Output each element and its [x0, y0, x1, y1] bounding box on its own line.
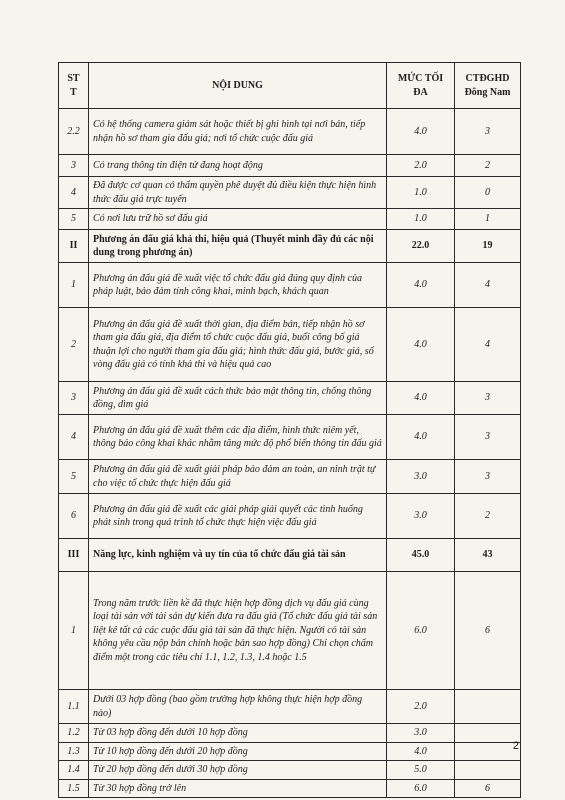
row-content: Phương án đấu giá đề xuất việc tổ chức đấu giá đúng quy định của pháp luật, bảo đảm tính công khai, minh bạch, khách quan [89, 263, 387, 308]
row-max-score: 3.0 [387, 494, 455, 539]
row-company-score: 6 [455, 572, 521, 690]
row-content: Dưới 03 hợp đồng (bao gồm trường hợp không thực hiện hợp đồng nào) [89, 690, 387, 724]
row-stt: 1.3 [59, 742, 89, 761]
row-stt: 1 [59, 263, 89, 308]
row-max-score: 3.0 [387, 460, 455, 494]
row-company-score: 1 [455, 209, 521, 230]
page-number: 2 [512, 740, 519, 752]
row-company-score: 3 [455, 382, 521, 415]
row-stt: 1.4 [59, 761, 89, 780]
row-company-score: 4 [455, 263, 521, 308]
table-row [59, 177, 521, 209]
table-row [59, 230, 521, 263]
scoring-table [58, 62, 521, 798]
row-max-score: 4.0 [387, 308, 455, 382]
table-row [59, 263, 521, 308]
row-max-score: 6.0 [387, 572, 455, 690]
table-row [59, 779, 521, 798]
row-stt: 4 [59, 415, 89, 460]
row-content: Phương án đấu giá đề xuất thêm các địa điểm, hình thức niêm yết, thông báo công khai khác nhằm tăng mức độ phổ biến thông tin đấu giá [89, 415, 387, 460]
row-company-score [455, 690, 521, 724]
table-row [59, 382, 521, 415]
row-company-score: 43 [455, 539, 521, 572]
row-stt: 3 [59, 382, 89, 415]
row-max-score: 2.0 [387, 690, 455, 724]
row-content: Phương án đấu giá đề xuất các giải pháp giải quyết các tình huống phát sinh trong quá trình tổ chức thực hiện việc đấu giá [89, 494, 387, 539]
row-max-score: 1.0 [387, 177, 455, 209]
table-row [59, 742, 521, 761]
row-max-score: 4.0 [387, 263, 455, 308]
header-company: CTĐGHD Đông Nam [455, 63, 521, 109]
row-content: Phương án đấu giá đề xuất giải pháp bảo đảm an toàn, an ninh trật tự cho việc tổ chức thực hiện đấu giá [89, 460, 387, 494]
table-header-row [59, 63, 521, 109]
row-company-score [455, 724, 521, 743]
row-max-score: 4.0 [387, 382, 455, 415]
table-row [59, 539, 521, 572]
row-content: Có trang thông tin điện tử đang hoạt động [89, 155, 387, 177]
row-content: Từ 30 hợp đồng trở lên [89, 779, 387, 798]
row-stt: 5 [59, 209, 89, 230]
row-max-score: 1.0 [387, 209, 455, 230]
row-stt: 1.5 [59, 779, 89, 798]
row-company-score: 3 [455, 460, 521, 494]
row-company-score: 2 [455, 494, 521, 539]
table-row [59, 209, 521, 230]
row-max-score: 3.0 [387, 724, 455, 743]
row-stt: II [59, 230, 89, 263]
row-stt: 1 [59, 572, 89, 690]
table-row [59, 494, 521, 539]
row-stt: 4 [59, 177, 89, 209]
table-row [59, 572, 521, 690]
row-company-score: 4 [455, 308, 521, 382]
row-max-score: 4.0 [387, 415, 455, 460]
row-content: Từ 03 hợp đồng đến dưới 10 hợp đồng [89, 724, 387, 743]
row-company-score: 6 [455, 779, 521, 798]
header-content: NỘI DUNG [89, 63, 387, 109]
row-stt: 2.2 [59, 109, 89, 155]
table-row [59, 109, 521, 155]
row-content: Có hệ thống camera giám sát hoặc thiết bị ghi hình tại nơi bán, tiếp nhận hồ sơ tham gia đấu giá; nơi tổ chức cuộc đấu giá [89, 109, 387, 155]
row-content: Từ 20 hợp đồng đến dưới 30 hợp đồng [89, 761, 387, 780]
row-stt: 1.1 [59, 690, 89, 724]
row-content: Đã được cơ quan có thẩm quyền phê duyệt đủ điều kiện thực hiện hình thức đấu giá trực tuyến [89, 177, 387, 209]
row-stt: 3 [59, 155, 89, 177]
header-stt: ST T [59, 63, 89, 109]
row-company-score: 3 [455, 109, 521, 155]
table-row [59, 690, 521, 724]
row-max-score: 4.0 [387, 109, 455, 155]
table-row [59, 155, 521, 177]
table-row [59, 460, 521, 494]
table-row [59, 724, 521, 743]
row-content: Phương án đấu giá khả thi, hiệu quả (Thuyết minh đầy đủ các nội dung trong phương án) [89, 230, 387, 263]
header-max-score: MỨC TỐI ĐA [387, 63, 455, 109]
table-row [59, 415, 521, 460]
row-content: Có nơi lưu trữ hồ sơ đấu giá [89, 209, 387, 230]
row-company-score [455, 742, 521, 761]
row-company-score: 3 [455, 415, 521, 460]
table-row [59, 761, 521, 780]
row-stt: III [59, 539, 89, 572]
row-company-score: 19 [455, 230, 521, 263]
row-content: Phương án đấu giá đề xuất thời gian, địa điểm bán, tiếp nhận hồ sơ tham gia đấu giá, địa điểm tổ chức cuộc đấu giá, buổi công bố giá thuận lợi cho người tham gia đấu giá; hình thức đấu giá, bước giá, số vòng đấu giá có tính khả thi và hiệu quả cao [89, 308, 387, 382]
row-max-score: 4.0 [387, 742, 455, 761]
row-max-score: 5.0 [387, 761, 455, 780]
row-content: Từ 10 hợp đồng đến dưới 20 hợp đồng [89, 742, 387, 761]
row-stt: 5 [59, 460, 89, 494]
table-row [59, 308, 521, 382]
row-stt: 6 [59, 494, 89, 539]
row-max-score: 22.0 [387, 230, 455, 263]
row-max-score: 2.0 [387, 155, 455, 177]
row-content: Phương án đấu giá đề xuất cách thức bảo mật thông tin, chống thông đồng, dìm giá [89, 382, 387, 415]
row-max-score: 45.0 [387, 539, 455, 572]
row-content: Năng lực, kinh nghiệm và uy tín của tổ chức đấu giá tài sản [89, 539, 387, 572]
row-stt: 2 [59, 308, 89, 382]
row-max-score: 6.0 [387, 779, 455, 798]
row-content: Trong năm trước liền kề đã thực hiện hợp đồng dịch vụ đấu giá cùng loại tài sản với tài sản dự kiến đưa ra đấu giá (Tổ chức đấu giá tài sản liệt kê tất cả các cuộc đấu giá tài sản đã thực hiện. Người có tài sản không yêu cầu nộp bản chính hoặc bản sao hợp đồng) Chỉ chọn chấm điểm một trong các tiêu chí 1.1, 1.2, 1.3, 1.4 hoặc 1.5 [89, 572, 387, 690]
row-company-score: 0 [455, 177, 521, 209]
row-company-score: 2 [455, 155, 521, 177]
row-stt: 1.2 [59, 724, 89, 743]
row-company-score [455, 761, 521, 780]
